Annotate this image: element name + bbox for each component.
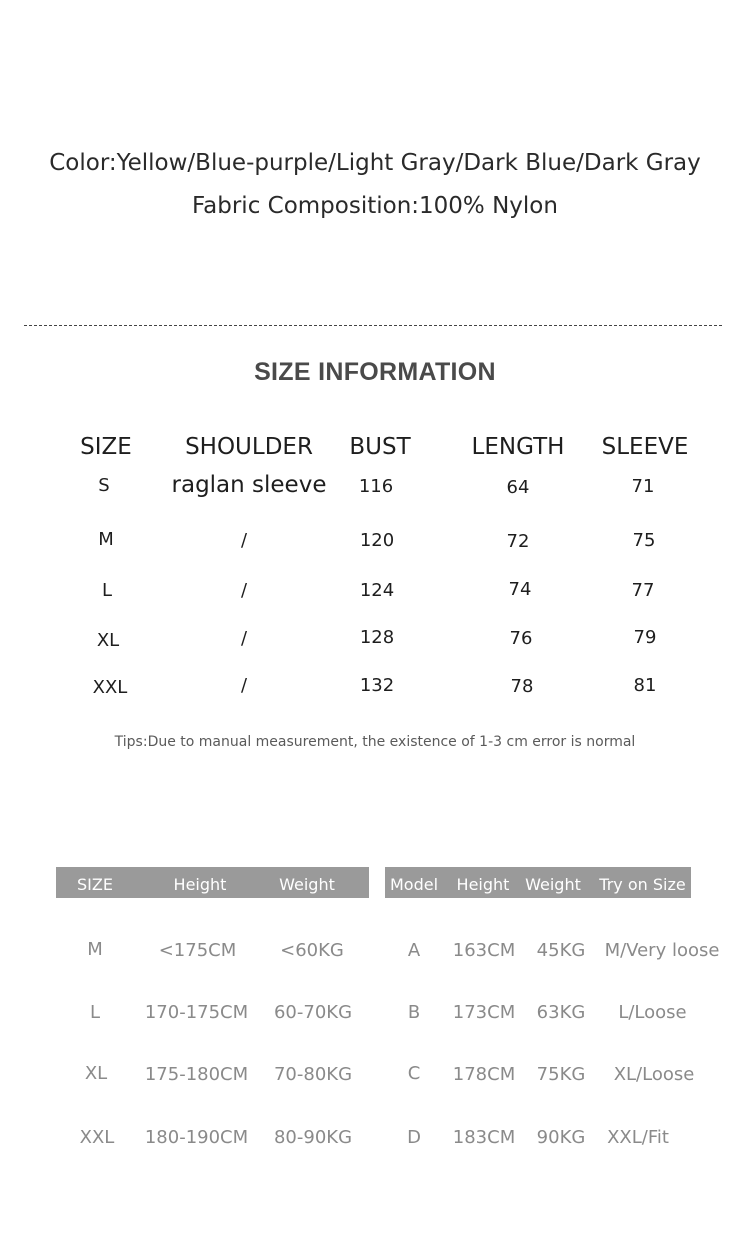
fit-header-weight: Weight: [279, 875, 335, 894]
model-header-model: Model: [389, 875, 439, 894]
model-row-d-height: 183CM: [452, 1127, 516, 1148]
model-row-b-try-on-size: L/Loose: [618, 1002, 687, 1023]
fit-row-xl-height: 175-180CM: [144, 1064, 249, 1085]
model-row-a-try-on-size: M/Very loose: [604, 940, 720, 961]
row-l-length: 74: [508, 579, 532, 600]
col-header-bust: BUST: [349, 434, 411, 460]
row-m-size: M: [98, 529, 114, 550]
fit-row-xl-size: XL: [84, 1063, 108, 1084]
model-row-c-try-on-size: XL/Loose: [613, 1064, 695, 1085]
row-s-bust: 116: [358, 476, 394, 497]
row-s-size: S: [98, 475, 110, 496]
model-row-d-model: D: [407, 1127, 421, 1148]
model-header-height: Height: [456, 875, 510, 894]
row-m-bust: 120: [359, 530, 395, 551]
row-s-shoulder: raglan sleeve: [171, 472, 327, 498]
fit-row-xxl-weight: 80-90KG: [273, 1127, 353, 1148]
model-row-c-model: C: [407, 1063, 421, 1084]
fit-row-l-size: L: [89, 1002, 101, 1023]
model-row-a-height: 163CM: [452, 940, 516, 961]
col-header-shoulder: SHOULDER: [185, 434, 313, 460]
fit-row-l-weight: 60-70KG: [273, 1002, 353, 1023]
model-row-b-weight: 63KG: [536, 1002, 586, 1023]
model-row-b-height: 173CM: [452, 1002, 516, 1023]
fabric-line: Fabric Composition:100% Nylon: [192, 193, 558, 219]
model-row-b-model: B: [407, 1002, 421, 1023]
row-xl-shoulder: /: [240, 628, 248, 649]
row-xl-length: 76: [509, 628, 533, 649]
model-header-try-on-size: Try on Size: [599, 875, 686, 894]
row-l-size: L: [101, 580, 113, 601]
row-xl-bust: 128: [359, 627, 395, 648]
size-information-title: SIZE INFORMATION: [254, 358, 496, 386]
fit-row-m-height: <175CM: [158, 940, 237, 961]
model-row-d-try-on-size: XXL/Fit: [607, 1127, 669, 1148]
fit-row-xl-weight: 70-80KG: [273, 1064, 353, 1085]
fit-header-height: Height: [173, 875, 227, 894]
row-m-sleeve: 75: [632, 530, 656, 551]
col-header-sleeve: SLEEVE: [601, 434, 689, 460]
row-s-sleeve: 71: [631, 476, 655, 497]
row-xxl-bust: 132: [359, 675, 395, 696]
model-row-d-weight: 90KG: [536, 1127, 586, 1148]
col-header-length: LENGTH: [471, 434, 565, 460]
row-m-length: 72: [506, 531, 530, 552]
row-m-shoulder: /: [240, 530, 248, 551]
row-xl-sleeve: 79: [633, 627, 657, 648]
fit-row-l-height: 170-175CM: [144, 1002, 249, 1023]
row-xxl-sleeve: 81: [633, 675, 657, 696]
row-s-length: 64: [506, 477, 530, 498]
model-row-a-model: A: [407, 940, 421, 961]
model-header-weight: Weight: [525, 875, 581, 894]
row-xxl-length: 78: [510, 676, 534, 697]
row-xxl-shoulder: /: [240, 675, 248, 696]
fit-row-xxl-height: 180-190CM: [144, 1127, 249, 1148]
fit-header-size: SIZE: [77, 875, 113, 894]
fit-row-m-size: M: [87, 939, 103, 960]
row-xxl-size: XXL: [92, 677, 128, 698]
fit-row-xxl-size: XXL: [79, 1127, 115, 1148]
row-l-shoulder: /: [240, 580, 248, 601]
row-l-bust: 124: [359, 580, 395, 601]
dashed-divider: [24, 325, 722, 326]
col-header-size: SIZE: [80, 434, 132, 460]
color-line: Color:Yellow/Blue-purple/Light Gray/Dark Blue/Dark Gray: [49, 150, 701, 176]
row-xl-size: XL: [96, 630, 120, 651]
row-l-sleeve: 77: [631, 580, 655, 601]
measurement-tips: Tips:Due to manual measurement, the existence of 1-3 cm error is normal: [114, 734, 636, 750]
model-row-c-weight: 75KG: [536, 1064, 586, 1085]
model-row-a-weight: 45KG: [536, 940, 586, 961]
model-row-c-height: 178CM: [452, 1064, 516, 1085]
fit-row-m-weight: <60KG: [280, 940, 344, 961]
